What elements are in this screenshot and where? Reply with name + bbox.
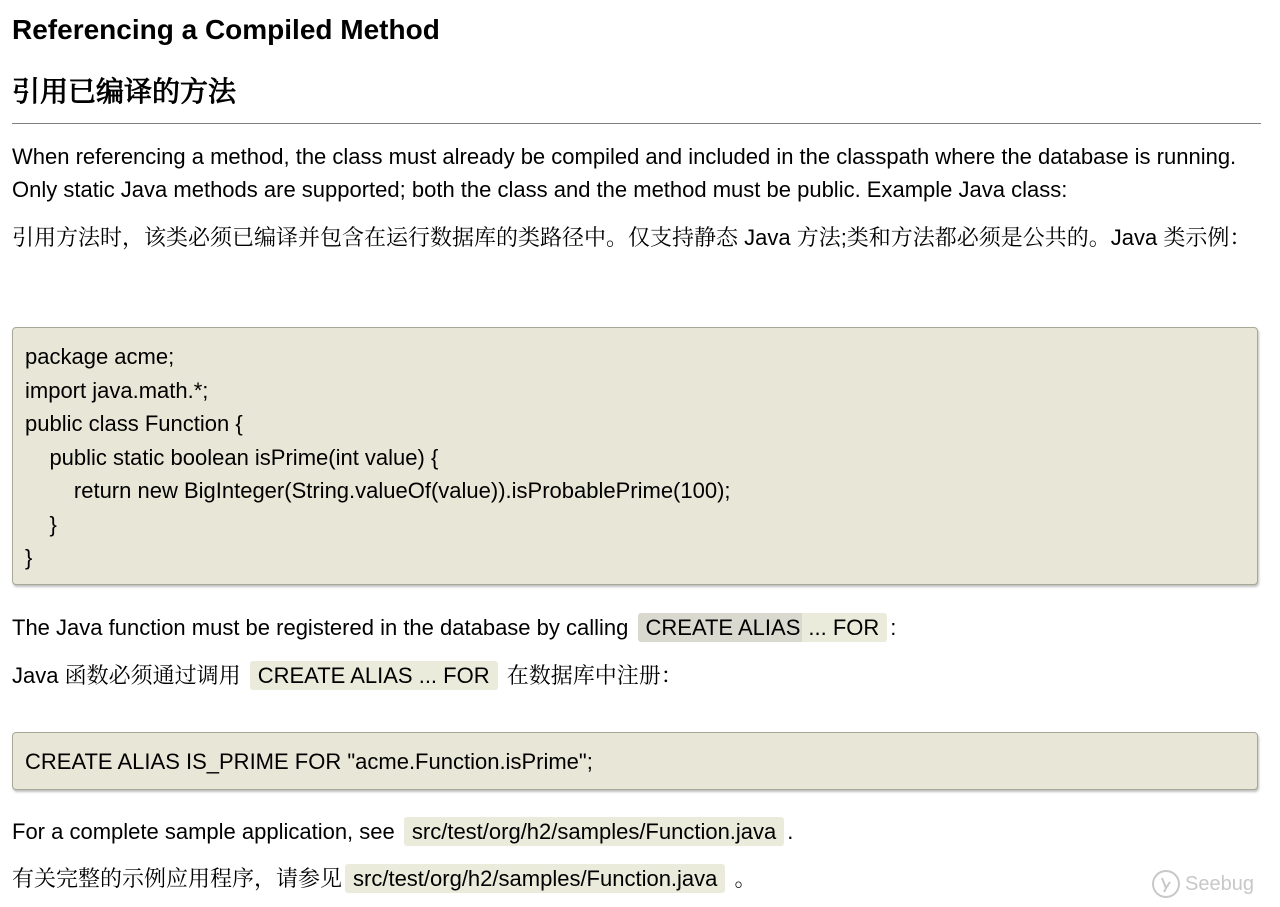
section-title-zh: 引用已编译的方法 xyxy=(12,76,237,107)
inline-code: CREATE ALIAS ... FOR xyxy=(250,661,498,690)
register-text-zh: Java 函数必须通过调用 xyxy=(12,663,241,688)
paragraph-intro-zh: 引用方法时，该类必须已编译并包含在运行数据库的类路径中。仅支持静态 Java 方法;类和方法都必须是公共的。Java 类示例： xyxy=(12,225,1252,250)
code-line: return new BigInteger(String.valueOf(value)).isProbablePrime(100); xyxy=(25,478,731,503)
inline-code-highlighted: CREATE ALIAS xyxy=(638,613,803,642)
paragraph-sample-zh xyxy=(12,862,1262,895)
paragraph-register-en xyxy=(12,611,1262,644)
register-text-zh-end: 在数据库中注册： xyxy=(506,663,683,688)
code-line: public class Function { xyxy=(25,411,243,436)
sample-text-zh-end: 。 xyxy=(734,866,757,891)
paragraph-register-zh xyxy=(12,659,1262,692)
paragraph-intro-en: When referencing a method, the class must already be compiled and included in the classpath where the database is running. Only static Java methods are supported; both the class and the method must be public. Example Java class: xyxy=(12,144,1237,202)
sample-text: For a complete sample application, see xyxy=(12,819,395,844)
code-line: } xyxy=(25,545,33,570)
code-line: package acme; xyxy=(25,344,175,369)
code-line: import java.math.*; xyxy=(25,377,209,403)
seebug-logo-icon xyxy=(1151,869,1181,899)
watermark xyxy=(1151,869,1254,899)
paragraph-sample-en xyxy=(12,815,1262,848)
register-text: The Java function must be registered in the database by calling xyxy=(12,615,629,640)
sample-text-zh: 有关完整的示例应用程序，请参见 xyxy=(12,866,343,891)
inline-code: ... FOR xyxy=(802,613,887,642)
sample-text-end: . xyxy=(787,819,794,844)
horizontal-rule xyxy=(12,123,1261,124)
watermark-text: Seebug xyxy=(1185,872,1254,895)
code-line: } xyxy=(25,511,57,537)
inline-code-path: src/test/org/h2/samples/Function.java xyxy=(404,817,784,846)
code-line: public static boolean isPrime(int value) { xyxy=(25,444,439,470)
register-text-end: : xyxy=(890,615,897,640)
java-code-block xyxy=(12,327,1258,585)
inline-code-path: src/test/org/h2/samples/Function.java xyxy=(345,864,725,893)
sql-code-block xyxy=(12,732,1258,790)
code-line: CREATE ALIAS IS_PRIME FOR "acme.Function.isPrime"; xyxy=(25,749,593,774)
section-title-en: Referencing a Compiled Method xyxy=(12,14,440,45)
